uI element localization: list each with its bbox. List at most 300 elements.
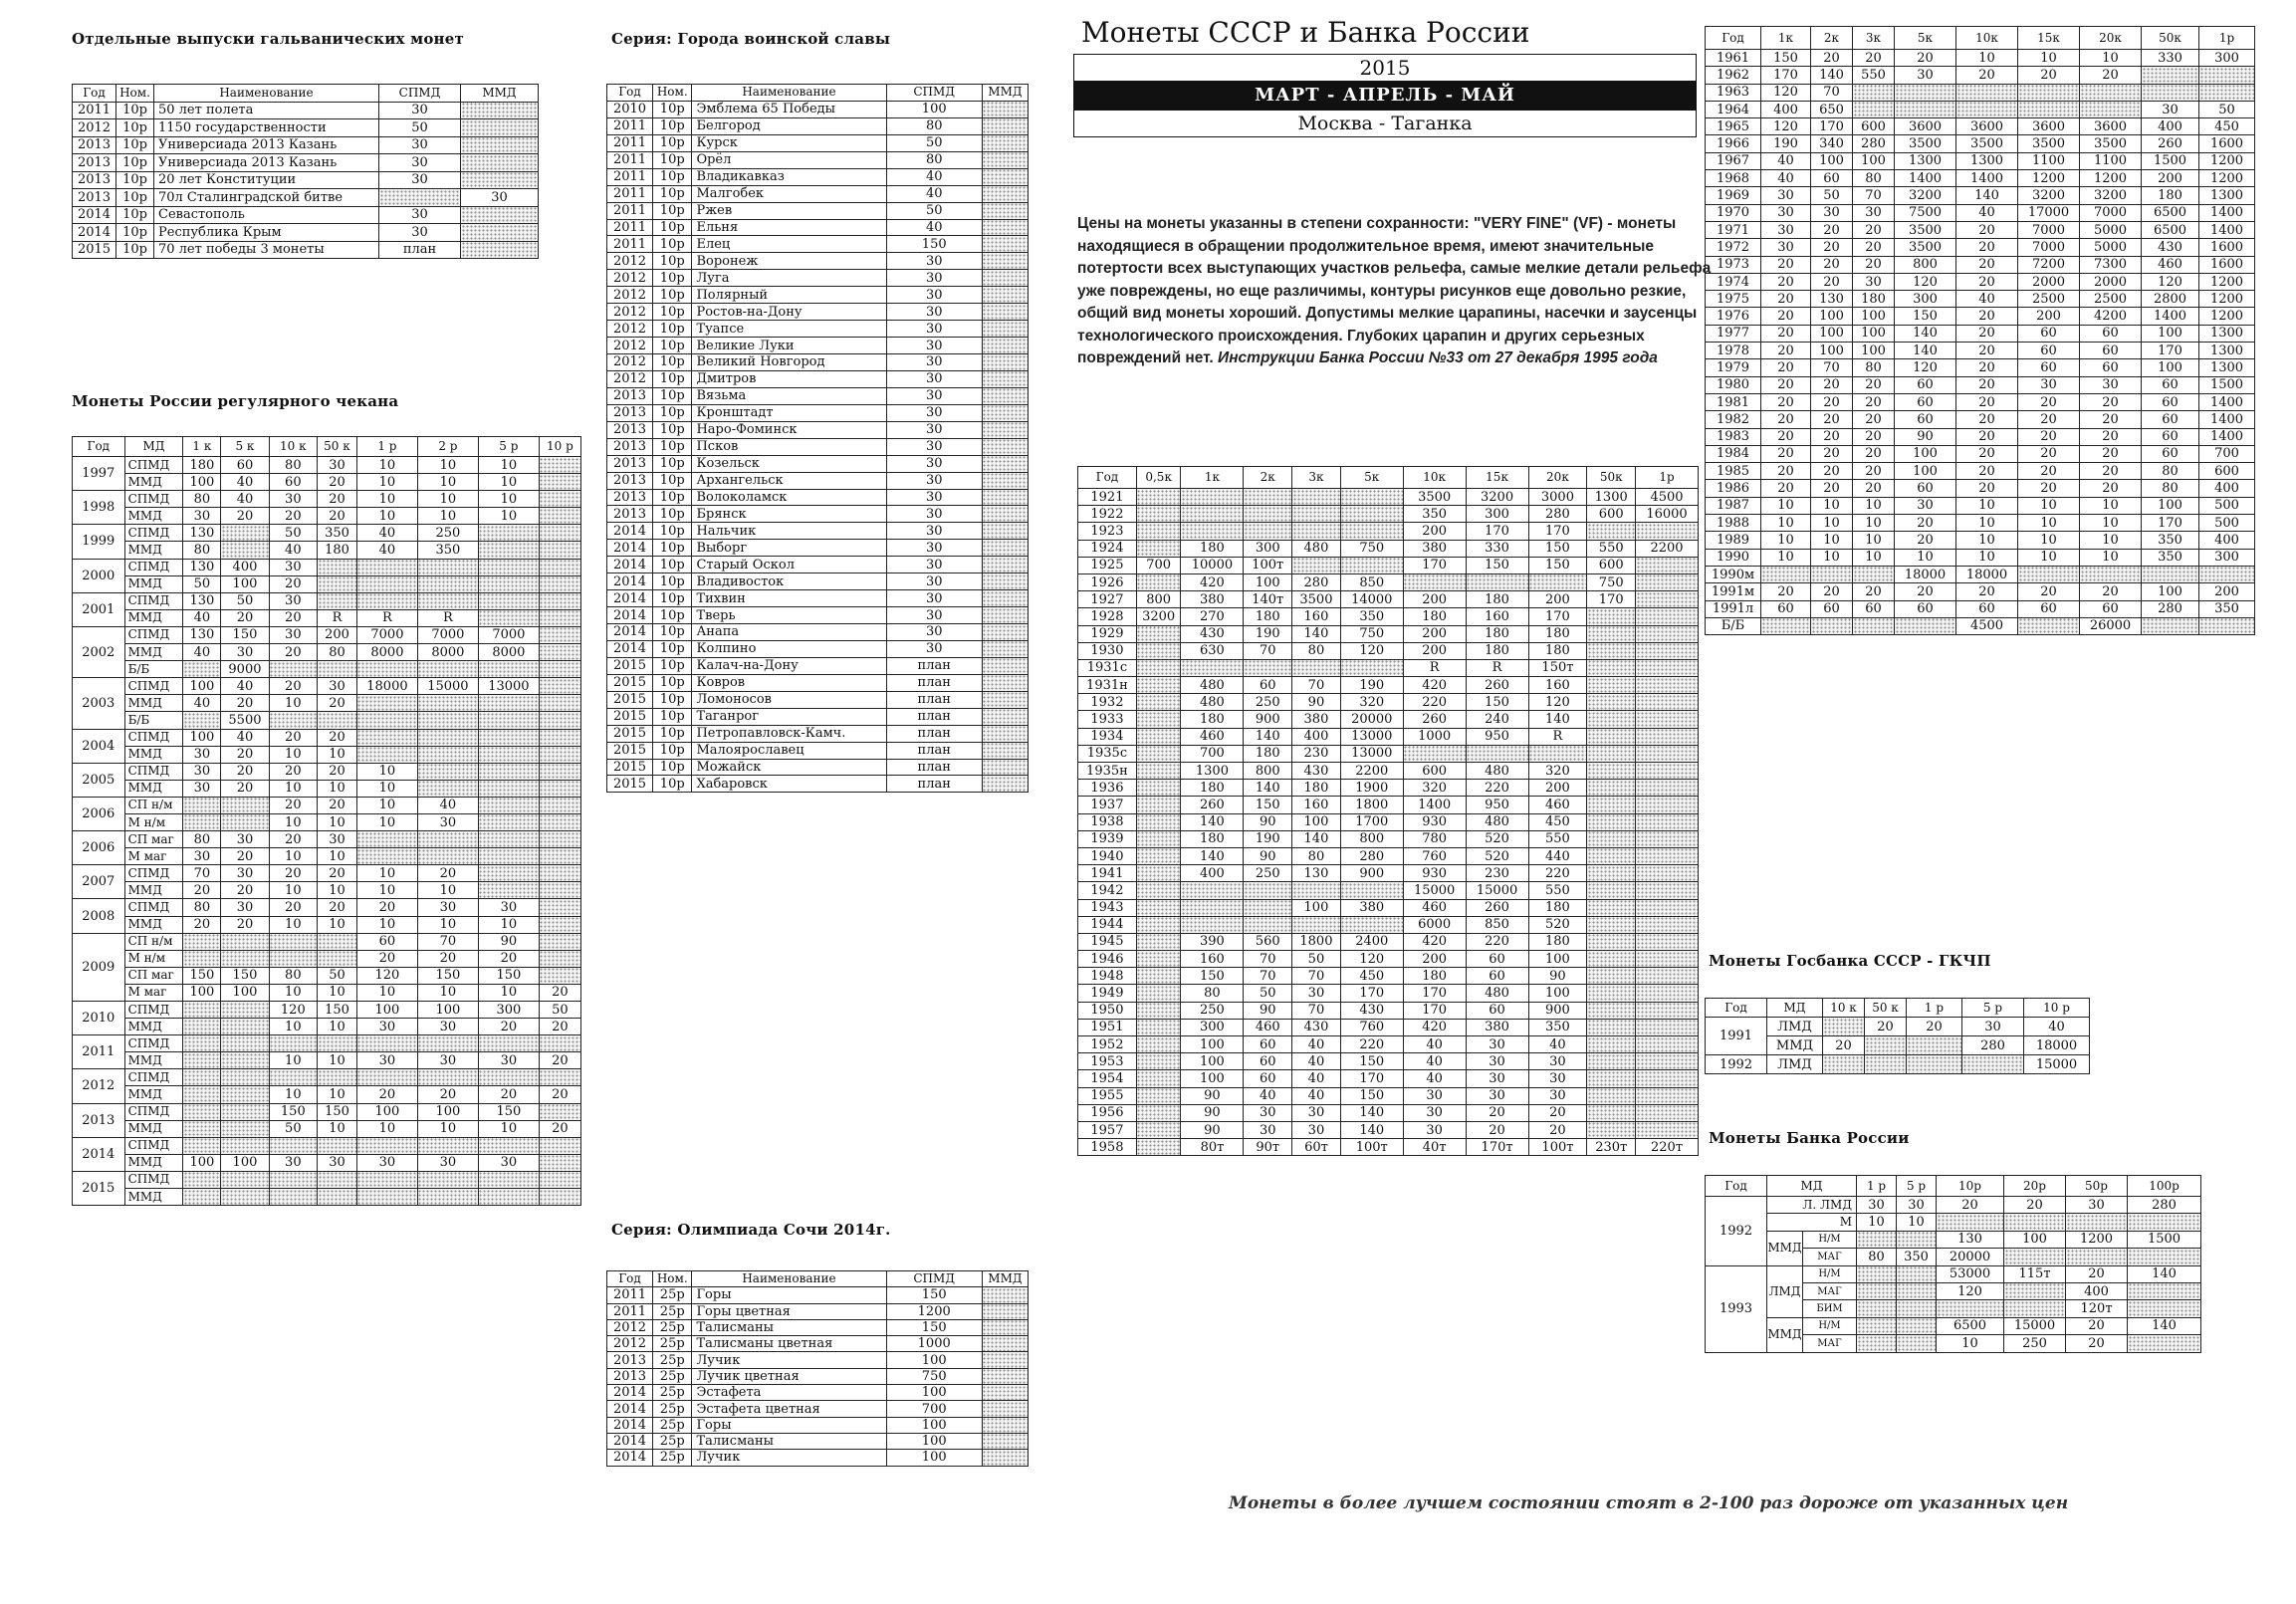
- price-cell: 140т: [1244, 591, 1292, 608]
- table-row: [1078, 1036, 1699, 1053]
- table-cell: Старый Оскол: [692, 557, 886, 573]
- table-cell: 2013: [73, 171, 116, 189]
- table-cell: 10р: [653, 640, 692, 657]
- table-cell: 1150 государственности: [154, 119, 379, 137]
- price-cell: 10: [417, 508, 478, 525]
- table-cell: 10р: [653, 253, 692, 270]
- price-cell: 20: [417, 950, 478, 967]
- price-cell: 70: [417, 933, 478, 950]
- price-cell: 550: [1587, 540, 1636, 557]
- mint-cell: ММД: [124, 542, 183, 559]
- price-cell: 40: [183, 609, 221, 626]
- table-cell: 30: [886, 472, 982, 489]
- price-cell: 180: [1181, 780, 1244, 797]
- price-cell: 30: [1466, 1036, 1528, 1053]
- price-cell: 30: [183, 746, 221, 763]
- mint-cell: СП н/м: [124, 797, 183, 813]
- price-cell: 10: [318, 1086, 357, 1103]
- price-cell: [1528, 573, 1587, 590]
- price-cell: 280: [1528, 506, 1587, 523]
- table-cell: 30: [886, 387, 982, 404]
- price-cell: 600: [2199, 463, 2255, 480]
- year-cell: 2002: [73, 626, 125, 677]
- price-cell: 20: [1811, 221, 1853, 238]
- price-cell: 60: [1244, 1053, 1292, 1070]
- price-cell: 220: [1466, 780, 1528, 797]
- year-cell: 2009: [73, 933, 125, 1001]
- table-row: [607, 540, 1029, 557]
- table-row: [1078, 1019, 1699, 1035]
- price-cell: 70: [1244, 642, 1292, 659]
- price-cell: [269, 1035, 317, 1052]
- table-cell: 10р: [653, 708, 692, 725]
- year-cell: 1986: [1706, 480, 1761, 497]
- price-cell: [2066, 1249, 2128, 1265]
- table-cell: 30: [886, 523, 982, 540]
- galvanic-table: [72, 84, 539, 259]
- mint-cell: СПМД: [124, 729, 183, 746]
- price-cell: 1500: [2128, 1231, 2201, 1248]
- price-cell: 400: [221, 559, 269, 575]
- table-cell: 10р: [653, 151, 692, 168]
- price-cell: 230т: [1587, 1139, 1636, 1156]
- table-cell: 10р: [116, 189, 154, 207]
- price-cell: 80: [1292, 642, 1341, 659]
- price-cell: [1636, 985, 1699, 1002]
- price-cell: [356, 559, 417, 575]
- price-cell: [1136, 1053, 1181, 1070]
- price-cell: 10: [269, 882, 317, 899]
- price-cell: 20: [1761, 359, 1811, 376]
- price-cell: 440: [1528, 847, 1587, 864]
- price-cell: 600: [1587, 557, 1636, 573]
- price-cell: [2199, 566, 2255, 582]
- price-cell: 2000: [2018, 273, 2080, 290]
- table-cell: 10р: [653, 573, 692, 590]
- price-cell: [269, 950, 317, 967]
- price-cell: 20: [1761, 256, 1811, 273]
- table-cell: 150: [886, 1287, 982, 1303]
- price-cell: 1400: [2199, 204, 2255, 221]
- price-cell: [1136, 489, 1181, 506]
- price-cell: [539, 609, 580, 626]
- price-cell: 80: [183, 831, 221, 848]
- price-cell: 10: [356, 780, 417, 797]
- price-cell: 1300: [1181, 763, 1244, 780]
- price-cell: 100: [183, 984, 221, 1001]
- price-cell: 20: [269, 508, 317, 525]
- year-cell: 1952: [1078, 1036, 1137, 1053]
- table-cell: [982, 338, 1028, 354]
- price-cell: 1400: [1403, 797, 1466, 813]
- condition-note: [1077, 213, 1715, 370]
- year-cell: 1958: [1078, 1139, 1137, 1156]
- year-cell: 1944: [1078, 916, 1137, 933]
- table-cell: 1000: [886, 1336, 982, 1352]
- price-cell: 800: [1136, 591, 1181, 608]
- price-cell: 350: [318, 525, 357, 542]
- price-cell: 900: [1244, 711, 1292, 728]
- table-cell: 10р: [653, 438, 692, 455]
- price-cell: [318, 1035, 357, 1052]
- price-cell: 3500: [1895, 135, 1956, 152]
- price-cell: 53000: [1937, 1265, 2004, 1282]
- price-cell: 20: [221, 916, 269, 933]
- price-cell: 60: [1895, 480, 1956, 497]
- table-cell: 2012: [607, 1336, 653, 1352]
- price-cell: [1587, 608, 1636, 625]
- price-cell: [1340, 557, 1403, 573]
- price-cell: 10: [318, 916, 357, 933]
- mint-sub-cell: МАГ: [1803, 1335, 1857, 1352]
- price-cell: [221, 1137, 269, 1154]
- price-cell: [1587, 813, 1636, 830]
- table-row: [1078, 830, 1699, 847]
- table-cell: [982, 1385, 1028, 1401]
- price-cell: [183, 661, 221, 678]
- year-cell: 2001: [73, 592, 125, 626]
- price-cell: 40: [356, 542, 417, 559]
- table-row: [1706, 325, 2255, 342]
- table-cell: [982, 168, 1028, 185]
- table-row: [607, 472, 1029, 489]
- price-cell: [478, 763, 539, 780]
- price-cell: [1636, 694, 1699, 711]
- price-cell: 130: [1937, 1231, 2004, 1248]
- table-cell: [982, 742, 1028, 759]
- table-row: [1078, 813, 1699, 830]
- price-cell: [417, 1171, 478, 1188]
- table-cell: Кронштадт: [692, 404, 886, 421]
- price-cell: 20: [2080, 67, 2142, 84]
- price-cell: 1200: [2199, 170, 2255, 187]
- table-row: [73, 171, 539, 189]
- price-cell: 750: [1340, 540, 1403, 557]
- price-cell: 3600: [1956, 118, 2018, 135]
- table-cell: Горы: [692, 1417, 886, 1433]
- year-cell: 1972: [1706, 239, 1761, 256]
- price-cell: [2128, 1249, 2201, 1265]
- table-cell: 10р: [653, 370, 692, 387]
- price-cell: 20: [221, 695, 269, 712]
- table-cell: 10р: [653, 590, 692, 607]
- mint-cell: СПМД: [124, 865, 183, 882]
- price-cell: 70: [1292, 968, 1341, 985]
- table-cell: Можайск: [692, 759, 886, 776]
- table-cell: [982, 657, 1028, 674]
- column-header: МД: [1767, 1176, 1857, 1197]
- table-cell: 2011: [607, 185, 653, 202]
- price-cell: 170: [1403, 1002, 1466, 1019]
- price-cell: 20: [1853, 463, 1895, 480]
- price-cell: 1800: [1340, 797, 1403, 813]
- table-cell: [982, 404, 1028, 421]
- price-cell: 200: [1403, 642, 1466, 659]
- column-header: СПМД: [886, 85, 982, 102]
- price-cell: 18000: [1895, 566, 1956, 582]
- table-cell: Елец: [692, 236, 886, 253]
- table-cell: 10р: [653, 624, 692, 641]
- price-cell: [417, 695, 478, 712]
- price-cell: [1587, 1087, 1636, 1104]
- price-cell: 20: [1956, 308, 2018, 325]
- table-cell: 2011: [607, 202, 653, 219]
- table-cell: 50 лет полета: [154, 102, 379, 119]
- price-cell: [1292, 489, 1341, 506]
- table-cell: 25р: [653, 1450, 692, 1466]
- table-cell: 2014: [607, 624, 653, 641]
- price-cell: 30: [2142, 101, 2199, 117]
- mint-cell: СПМД: [124, 457, 183, 474]
- price-cell: 150: [318, 1103, 357, 1120]
- price-cell: 80: [1853, 170, 1895, 187]
- price-cell: [1636, 1121, 1699, 1138]
- column-header: 2 р: [417, 437, 478, 457]
- table-cell: 10р: [653, 421, 692, 438]
- price-cell: 200: [1403, 591, 1466, 608]
- table-row: [1706, 600, 2255, 617]
- price-cell: [539, 831, 580, 848]
- price-cell: 1200: [2199, 291, 2255, 308]
- price-cell: 10: [1761, 549, 1811, 566]
- table-row: [607, 287, 1029, 304]
- price-cell: 30: [478, 1154, 539, 1171]
- price-cell: 30: [417, 1052, 478, 1069]
- price-cell: [1857, 1282, 1897, 1299]
- mint-cell: СПМД: [124, 491, 183, 508]
- price-cell: 10: [1811, 549, 1853, 566]
- price-cell: [1136, 1087, 1181, 1104]
- price-cell: [1587, 694, 1636, 711]
- price-cell: 180: [183, 457, 221, 474]
- price-cell: 60: [2018, 359, 2080, 376]
- price-cell: [1937, 1300, 2004, 1317]
- mint-cell: ММД: [124, 1019, 183, 1035]
- table-cell: 10р: [653, 759, 692, 776]
- price-cell: 50: [1292, 951, 1341, 968]
- price-cell: [478, 1035, 539, 1052]
- table-row: [1706, 393, 2255, 410]
- price-cell: 18000: [1956, 566, 2018, 582]
- column-header: 10 р: [539, 437, 580, 457]
- price-cell: [1292, 882, 1341, 899]
- column-header: 1к: [1181, 467, 1244, 489]
- price-cell: [1587, 780, 1636, 797]
- price-cell: 115т: [2004, 1265, 2066, 1282]
- price-cell: [417, 1137, 478, 1154]
- table-cell: 10р: [116, 154, 154, 172]
- table-cell: 2014: [73, 206, 116, 224]
- table-cell: Волоколамск: [692, 489, 886, 506]
- mint-cell: СПМД: [124, 1103, 183, 1120]
- price-cell: 170: [1811, 118, 1853, 135]
- price-cell: [539, 1189, 580, 1206]
- price-cell: 100: [356, 1002, 417, 1019]
- price-cell: 20: [221, 848, 269, 865]
- price-cell: 10: [356, 916, 417, 933]
- price-cell: 150: [269, 1103, 317, 1120]
- price-cell: 60: [1956, 600, 2018, 617]
- gkchp-table: [1705, 998, 2090, 1074]
- price-cell: 180: [1466, 642, 1528, 659]
- table-row: [607, 253, 1029, 270]
- table-cell: [982, 287, 1028, 304]
- table-row: [607, 404, 1029, 421]
- price-cell: 930: [1403, 813, 1466, 830]
- price-cell: 20: [1811, 480, 1853, 497]
- year-cell: 1924: [1078, 540, 1137, 557]
- table-cell: 2012: [607, 370, 653, 387]
- price-cell: 7000: [2080, 204, 2142, 221]
- header-place: Москва - Таганка: [1074, 110, 1696, 136]
- price-cell: 40: [221, 474, 269, 491]
- price-cell: 200: [1528, 780, 1587, 797]
- table-row: [1706, 1197, 2201, 1214]
- price-cell: [478, 592, 539, 609]
- price-cell: 20: [1895, 515, 1956, 532]
- year-cell: 1932: [1078, 694, 1137, 711]
- price-cell: 930: [1403, 865, 1466, 882]
- table-row: [73, 1154, 581, 1171]
- price-cell: 230: [1292, 745, 1341, 762]
- year-cell: 1997: [73, 457, 125, 491]
- price-cell: 20: [1895, 583, 1956, 600]
- table-row: [1706, 549, 2255, 566]
- column-header: 1 к: [183, 437, 221, 457]
- price-cell: 20: [318, 729, 357, 746]
- price-cell: 10: [356, 882, 417, 899]
- price-cell: 280: [2128, 1197, 2201, 1214]
- price-cell: 180: [2142, 187, 2199, 204]
- mint-cell: ММД: [1767, 1231, 1803, 1265]
- table-row: [73, 206, 539, 224]
- price-cell: 800: [1244, 763, 1292, 780]
- price-cell: 120: [1761, 118, 1811, 135]
- price-cell: 20: [1956, 221, 2018, 238]
- price-cell: 180: [1528, 933, 1587, 950]
- price-cell: [318, 712, 357, 729]
- table-row: [73, 967, 581, 984]
- year-cell: 1971: [1706, 221, 1761, 238]
- price-cell: 20: [269, 575, 317, 592]
- price-cell: 18000: [356, 678, 417, 695]
- price-cell: 460: [1528, 797, 1587, 813]
- price-cell: 16000: [1636, 506, 1699, 523]
- year-cell: 1973: [1706, 256, 1761, 273]
- price-cell: 60: [2080, 343, 2142, 359]
- table-cell: Тихвин: [692, 590, 886, 607]
- price-cell: 60: [1811, 170, 1853, 187]
- year-cell: 1939: [1078, 830, 1137, 847]
- price-cell: 10: [356, 984, 417, 1001]
- price-cell: 150: [1761, 50, 1811, 67]
- price-cell: [1636, 797, 1699, 813]
- price-cell: 200: [1403, 523, 1466, 540]
- price-cell: [1136, 625, 1181, 642]
- price-cell: 10: [356, 457, 417, 474]
- year-cell: 2010: [73, 1002, 125, 1035]
- price-cell: [1136, 1036, 1181, 1053]
- price-cell: 500: [2199, 515, 2255, 532]
- price-cell: 700: [1136, 557, 1181, 573]
- price-cell: 20: [539, 1019, 580, 1035]
- price-cell: 170: [1340, 985, 1403, 1002]
- table-cell: [982, 1433, 1028, 1449]
- price-cell: 280: [1853, 135, 1895, 152]
- price-cell: 30: [1292, 1104, 1341, 1121]
- price-cell: 20: [318, 491, 357, 508]
- price-cell: 200: [1528, 591, 1587, 608]
- price-cell: 20: [1761, 411, 1811, 428]
- table-row: [1078, 1139, 1699, 1156]
- mint-cell: ММД: [1767, 1317, 1803, 1352]
- table-row: [607, 168, 1029, 185]
- price-cell: 50: [183, 575, 221, 592]
- price-cell: 30: [318, 678, 357, 695]
- price-cell: [1244, 916, 1292, 933]
- price-cell: 30: [221, 899, 269, 916]
- price-cell: [221, 1189, 269, 1206]
- price-cell: 30: [1466, 1087, 1528, 1104]
- price-cell: [356, 746, 417, 763]
- price-cell: 60: [221, 457, 269, 474]
- table-cell: 30: [886, 354, 982, 371]
- price-cell: [1244, 882, 1292, 899]
- price-cell: 200: [2018, 308, 2080, 325]
- price-cell: 20: [1761, 325, 1811, 342]
- table-cell: 2015: [607, 759, 653, 776]
- price-cell: 7000: [478, 626, 539, 643]
- table-row: [607, 202, 1029, 219]
- table-cell: [982, 607, 1028, 624]
- price-cell: 20: [318, 899, 357, 916]
- table-row: [73, 729, 581, 746]
- price-cell: [1956, 101, 2018, 117]
- price-cell: 10: [356, 474, 417, 491]
- price-cell: 100: [2142, 325, 2199, 342]
- regular-table-wrap: [72, 436, 581, 1206]
- column-header: 1 р: [1907, 999, 1962, 1018]
- ussr-early-table: [1077, 466, 1699, 1156]
- table-cell: 30: [886, 370, 982, 387]
- price-cell: [1136, 1070, 1181, 1087]
- price-cell: 20: [2066, 1317, 2128, 1334]
- table-cell: [982, 1352, 1028, 1368]
- price-cell: [539, 848, 580, 865]
- price-cell: 80: [1181, 985, 1244, 1002]
- table-cell: [982, 1336, 1028, 1352]
- price-cell: 20: [1956, 393, 2018, 410]
- table-cell: 100: [886, 1352, 982, 1368]
- price-cell: [2142, 566, 2199, 582]
- price-cell: 400: [1292, 728, 1341, 745]
- table-row: [1706, 445, 2255, 462]
- table-cell: [982, 219, 1028, 236]
- table-cell: 10р: [116, 119, 154, 137]
- table-cell: 2014: [607, 607, 653, 624]
- price-cell: [1636, 728, 1699, 745]
- table-row: [73, 189, 539, 207]
- price-cell: 350: [2142, 549, 2199, 566]
- table-cell: 10р: [116, 102, 154, 119]
- table-row: [607, 590, 1029, 607]
- table-cell: Великие Луки: [692, 338, 886, 354]
- table-cell: 10р: [653, 776, 692, 793]
- year-cell: 1923: [1078, 523, 1137, 540]
- table-row: [73, 813, 581, 830]
- price-cell: 7300: [2080, 256, 2142, 273]
- table-row: [1078, 1070, 1699, 1087]
